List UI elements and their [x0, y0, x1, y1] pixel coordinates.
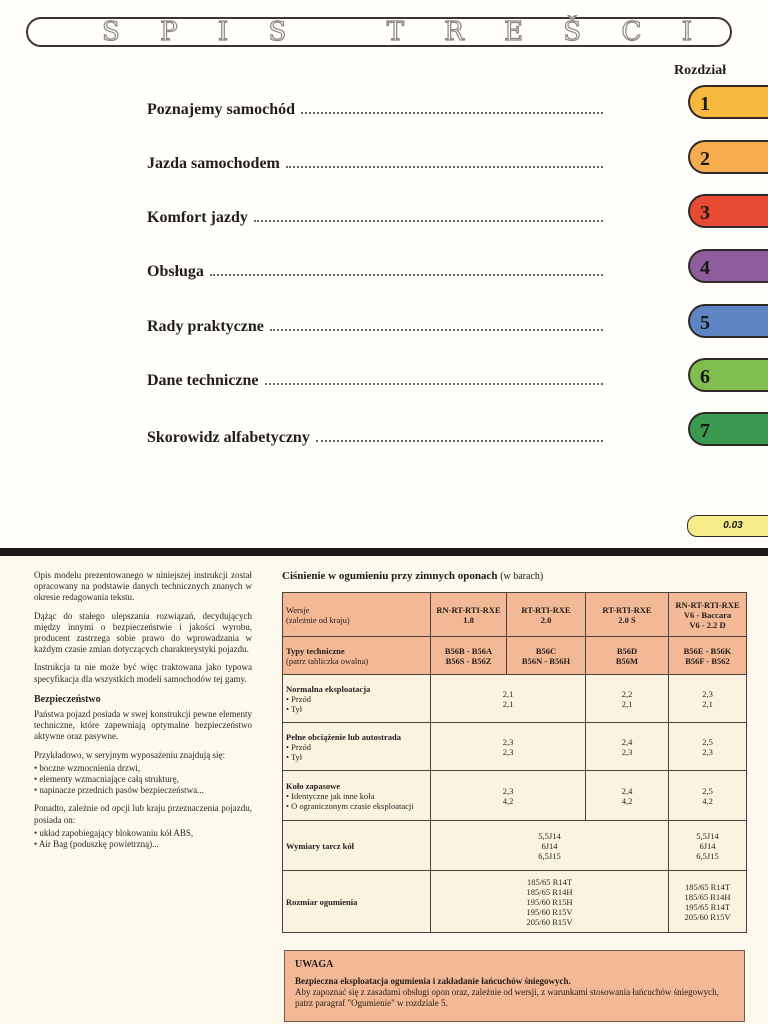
safety-paragraph: Ponadto, zależnie od opcji lub kraju przeznaczenia pojazdu, posiada on:	[34, 803, 252, 825]
dot-leader	[286, 166, 603, 168]
chapter-tab-5[interactable]: 5	[688, 304, 768, 338]
title-letter: E	[504, 17, 524, 47]
dot-leader	[254, 220, 603, 222]
toc-entry[interactable]	[147, 149, 607, 173]
title-letter: I	[217, 17, 229, 47]
title-letter: P	[160, 17, 178, 47]
tire-pressure-table	[282, 592, 747, 933]
safety-paragraph: Przykładowo, w seryjnym wyposażeniu znajdują się:	[34, 749, 225, 760]
dot-leader	[270, 329, 603, 331]
note-title: UWAGA	[295, 959, 334, 970]
chapter-tab-3[interactable]: 3	[688, 194, 768, 228]
warning-note	[284, 950, 745, 1022]
toc-entry[interactable]	[147, 257, 607, 281]
title-letter: T	[386, 17, 404, 47]
note-heading: Bezpieczna eksploatacja ogumienia i zakładanie łańcuchów śniegowych.	[295, 976, 571, 986]
toc-entry-title: Skorowidz alfabetyczny	[147, 429, 310, 446]
toc-entry[interactable]	[147, 203, 607, 227]
toc-entry-title: Komfort jazdy	[147, 209, 248, 226]
dot-leader	[316, 440, 603, 442]
title-letter: S	[268, 17, 287, 47]
intro-paragraph: Dążąc do stałego ulepszania rozwiązań, decydujących między innymi o bezpieczeństwie i jakości wyrobu, producent zastrzega sobie prawo do wprowadzania w każdym czasie zmian dotyczących charakterystyki pojazdu.	[34, 610, 252, 655]
chapter-tab-7[interactable]: 7	[688, 412, 768, 446]
list-item: • napinacze przednich pasów bezpieczeństwa...	[34, 785, 252, 796]
info-page	[0, 556, 768, 1024]
toc-entry[interactable]	[147, 366, 607, 390]
intro-paragraph: Opis modelu prezentowanego w niniejszej instrukcji został opracowany na podstawie danych technicznych znanych w okresie redagowania tekstu.	[34, 570, 252, 603]
intro-paragraph: Instrukcja ta nie może być więc traktowana jako typowa specyfikacja dla wszystkich modeli samochodów tej gamy.	[34, 662, 252, 684]
toc-entry[interactable]	[147, 423, 607, 447]
dot-leader	[265, 383, 603, 385]
options-list	[34, 828, 252, 850]
toc-entry[interactable]	[147, 95, 607, 119]
table-row: Koło zapasowe • Identyczne jak inne koła • O ograniczonym czasie eksploatacji 2,3 4,2 2,4 4,2 2,5 4,2	[283, 771, 747, 821]
page-divider	[0, 548, 768, 556]
note-body: Aby zapoznać się z zasadami obsługi opon oraz, zależnie od wersji, z warunkami stosowania łańcuchów śniegowych, patrz paragraf "Ogumienie" w rozdziale 5.	[295, 987, 719, 1008]
toc-entry-title: Rady praktyczne	[147, 318, 264, 335]
table-row: Normalna eksploatacja • Przód • Tył 2,1 2,1 2,2 2,1 2,3 2,1	[283, 675, 747, 723]
chapter-tab-2[interactable]: 2	[688, 140, 768, 174]
table-row: Wersje (zależnie od kraju) RN-RT-RTI-RXE 1.8 RT-RTI-RXE 2.0 RT-RTI-RXE 2.0 S RN-RT-RTI-RXE V6 - Baccara V6 - 2.2 D	[283, 593, 747, 637]
intro-text-column	[34, 570, 252, 857]
title-letter: C	[621, 17, 642, 47]
safety-heading: Bezpieczeństwo	[34, 693, 101, 705]
list-item: • układ zapobiegający blokowaniu kół ABS,	[34, 828, 252, 839]
table-row: Wymiary tarcz kół 5,5J14 6J14 6,5J15 5,5J14 6J14 6,5J15	[283, 821, 747, 871]
safety-list	[34, 763, 252, 797]
chapter-heading: Rozdział	[674, 63, 727, 78]
title-letter: R	[444, 17, 464, 47]
table-row: Typy techniczne (patrz tabliczka owalna) B56B - B56A B56S - B56Z B56C B56N - B56H B56D B56M B56E - B56K B56F - B562	[283, 637, 747, 675]
toc-entry-title: Poznajemy samochód	[147, 101, 295, 118]
table-row: Rozmiar ogumienia 185/65 R14T 185/65 R14H 195/60 R15H 195/60 R15V 205/60 R15V 185/65 R14T 185/65 R14H 195/65 R14T 205/60 R15V	[283, 871, 747, 933]
title-letter: S	[102, 17, 120, 47]
safety-paragraph: Państwa pojazd posiada w swej konstrukcji pewne elementy techniczne, które zapewniają optymalne bezpieczeństwo aktywne oraz pasywne.	[34, 709, 252, 742]
table-row: Pełne obciążenie lub autostrada • Przód • Tył 2,3 2,3 2,4 2,3 2,5 2,3	[283, 723, 747, 771]
toc-entry-title: Dane techniczne	[147, 372, 259, 389]
chapter-tab-6[interactable]: 6	[688, 358, 768, 392]
list-item: • Air Bag (poduszkę powietrzną)...	[34, 839, 252, 850]
list-item: • elementy wzmacniające całą strukturę,	[34, 774, 252, 785]
title-letter: Š	[563, 17, 582, 47]
title-letter: I	[681, 17, 692, 47]
chapter-tab-1[interactable]: 1	[688, 85, 768, 119]
page-number: 0.03	[687, 515, 768, 537]
toc-entry-title: Jazda samochodem	[147, 155, 280, 172]
chapter-tab-4[interactable]: 4	[688, 249, 768, 283]
list-item: • boczne wzmocnienia drzwi,	[34, 763, 252, 774]
dot-leader	[210, 274, 603, 276]
toc-entry[interactable]	[147, 312, 607, 336]
table-title: Ciśnienie w ogumieniu przy zimnych oponach (w barach)	[282, 570, 544, 582]
dot-leader	[301, 112, 603, 114]
page-title-box	[26, 17, 732, 47]
toc-entry-title: Obsługa	[147, 263, 204, 280]
table-unit: (w barach)	[500, 571, 544, 582]
